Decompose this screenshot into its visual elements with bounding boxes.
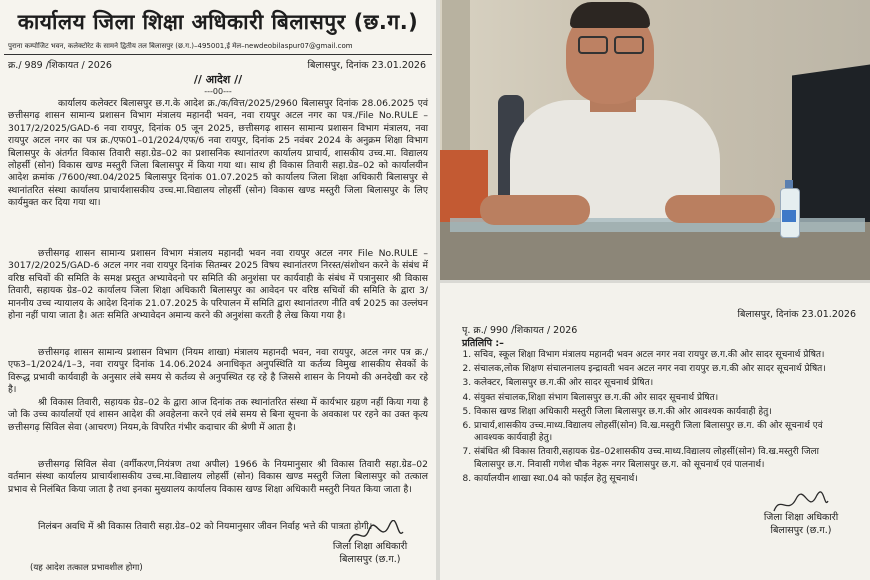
order-paragraph-6: निलंबन अवधि में श्री विकास तिवारी सहा.ग्रेड–02 को नियमानुसार जीवन निर्वाह भत्ते की पात्रता होगी। (38, 521, 373, 532)
photo-arm-right (665, 195, 775, 223)
effective-note: (यह आदेश तत्काल प्रभावशील होगा) (30, 563, 143, 573)
copy-signatory-title: जिला शिक्षा अधिकारी (763, 512, 839, 523)
copy-item: 7. संबंधित श्री विकास तिवारी,सहायक ग्रेड–02शासकीय उच्च.माध्य.विद्यालय लोहर्सी(सोन) वि.ख.मस्तुरी जिला बिलासपुर छ.ग. निवासी गणेश चौक नेहरू नगर बिलासपुर छ.ग. को सूचनार्थ एवं पालनार्थ। (474, 446, 852, 470)
official-photo (440, 0, 870, 280)
order-paragraph-5: छत्तीसगढ़ सिविल सेवा (वर्गीकरण,नियंत्रण तथा अपील) 1966 के नियमानुसार श्री विकास तिवारी सहा.ग्रेड–02 वर्तमान संस्था कार्यालय प्राचार्यशासकीय उच्च.मा.विद्यालय लोहर्सी (सोन) विकास खण्ड मस्तुरी जिला बिलासपुर को तत्काल प्रभाव से निलंबित किया जाता है तथा इनका मुख्यालय कार्यालय विकास खण्ड शिक्षा अधिकारी मस्तुरी नियत किया जाता है। (8, 459, 428, 495)
order-separator: ---00--- (204, 87, 232, 96)
photo-hair (570, 2, 650, 28)
copy-reference-number: पृ. क्र./ 990 /शिकायत / 2026 (462, 325, 578, 336)
order-paragraph-2: छत्तीसगढ़ शासन सामान्य प्रशासन विभाग मंत्रालय महानदी भवन नवा रायपुर अटल नगर File No.RULE – 3017/2/2025/GAD-6 अटल नगर नवा रायपुर दिनांक सितम्बर 2025 विषय स्थानांतरण निरस्त/संशोधन करने के संबंध में वरिष्ठ सचिवों की समिति के समक्ष प्रस्तुत अभ्यावेदनो पर समिति की अनुशंसा पर कार्यवाही के संबंध में पत्रानुसार श्री विकास तिवारी, सहायक ग्रेड–02 कार्यालय जिला शिक्षा अधिकारी बिलासपुर का आवेदन पर वरिष्ठ सचिवों की समिति के द्वारा 3/माननीय उच्च न्यायालय के आदेश दिनांक 21.07.2025 के परिपालन में समिति द्वारा स्थानांतरण नीति वर्ष 2025 का उल्लंघन होना नहीं पाया जाता है। अतः समिति अभ्यावेदन अमान्य करने की अनुशंसा करती है लेख किया गया है। (8, 248, 428, 322)
copy-item: 8. कार्यालयीन शाखा स्था.04 को फाईल हेतु सूचनार्थ। (474, 473, 852, 485)
place-date: बिलासपुर, दिनांक 23.01.2026 (307, 60, 426, 71)
order-paragraph-1: कार्यालय कलेक्टर बिलासपुर छ.ग.के आदेश क्र./क/वित्त/2025/2960 बिलासपुर दिनांक 28.06.2025 एवं छत्तीसगढ़ शासन सामान्य प्रशासन विभाग मंत्रालय महानदी भवन, नवा रायपुर अटल नगर का पत्र./File No.RULE – 3017/2/2025/GAD-6 नवा रायपुर, दिनांक 05 जून 2025, छत्तीसगढ़ शासन सामान्य प्रशासन विभाग मंत्रालय, नवा रायपुर अटल नगर का पत्र क्र./एफ01–01/2024/एफ/6 नवा रायपुर, दिनांक 25 नवंबर 2024 के अनुक्रम शिक्षा विभाग बिलासपुर के अंतर्गत विकास तिवारी सहा.ग्रेड–02 का प्रशासनिक स्थानांतरण कार्यालय प्राचार्य, शासकीय उच्च.मा. विद्यालय लोहर्सी (सोन) विकास खण्ड मस्तुरी जिला बिलासपुर में किया गया था। साथ ही विकास तिवारी सहा.ग्रेड–02 को कार्यालयीन आदेश क्रमांक /7600/स्था.04/2025 बिलासपुर दिनांक 01.07.2025 को कार्यालय जिला शिक्षा अधिकारी बिलासपुर से स्थानांतरित संस्था कार्यालय प्राचार्यशासकीय उच्च.मा.विद्यालय लोहर्सी (सोन) विकास खण्ड मस्तुरी जिला बिलासपुर के लिए कार्यमुक्त कर दिया गया था। (8, 98, 428, 209)
copy-list (454, 349, 852, 487)
copy-place-date: बिलासपुर, दिनांक 23.01.2026 (737, 309, 856, 320)
copy-item: 2. संचालक,लोक शिक्षण संचालनालय इन्द्रावती भवन अटल नगर नवा रायपुर छ.ग.की ओर सादर सूचनार्थ प्रेषित। (474, 363, 852, 375)
header-divider (4, 54, 432, 55)
copy-item: 4. संयुक्त संचालक,शिक्षा संभाग बिलासपुर छ.ग.की ओर सादर सूचनार्थ प्रेषित। (474, 392, 852, 404)
photo-bottle-label (782, 210, 796, 222)
photo-glasses-left (578, 36, 608, 54)
order-heading: // आदेश // (193, 73, 243, 86)
copy-signatory-place: बिलासपुर (छ.ग.) (770, 525, 832, 536)
photo-arm-left (480, 195, 590, 225)
photo-glasses-right (614, 36, 644, 54)
copy-signature-block (736, 511, 866, 537)
photo-monitor (792, 65, 870, 244)
copy-item: 3. कलेक्टर, बिलासपुर छ.ग.की ओर सादर सूचनार्थ प्रेषित। (474, 377, 852, 389)
copy-heading: प्रतिलिपि :– (462, 338, 504, 349)
office-title: कार्यालय जिला शिक्षा अधिकारी बिलासपुर (छ.ग.) (17, 10, 419, 34)
office-address: पुराना कम्पोजिट भवन, कलेक्टोरेट के सामने द्वितीय तल बिलासपुर (छ.ग.)–495001,ई मेल–newdeobilaspur07@gmail.com (8, 42, 353, 50)
order-paragraph-4: श्री विकास तिवारी, सहायक ग्रेड–02 के द्वारा आज दिनांक तक स्थानांतरित संस्था में कार्यभार ग्रहण नहीं किया गया है जो कि उच्च कार्यालयों एवं शासन आदेश की अवहेलना करने एवं लंबे समय से बिना सूचना के अवकाश पर रहने का उक्त कृत्य छत्तीसगढ़ सिविल सेवा (आचरण) नियम,के विपरित गंभीर कदाचार की श्रेणी में आता है। (8, 397, 428, 433)
reference-number: क्र./ 989 /शिकायत / 2026 (8, 60, 112, 71)
copy-item: 1. सचिव, स्कूल शिक्षा विभाग मंत्रालय महानदी भवन अटल नगर नवा रायपुर छ.ग.की ओर सादर सूचनार्थ प्रेषित। (474, 349, 852, 361)
signatory-place: बिलासपुर (छ.ग.) (339, 554, 401, 565)
order-paragraph-3: छत्तीसगढ़ शासन सामान्य प्रशासन विभाग (नियम शाखा) मंत्रालय महानदी भवन, नवा रायपुर, अटल नगर पत्र क्र./एफ3–1/2024/1–3, नवा रायपुर दिनांक 14.06.2024 अनाधिकृत अनुपस्थिति या कर्तव्य विमुख शासकीय सेवकों के विरूद्ध प्रभावी कार्यवाही के अनुसार लंबे समय से कर्तव्य से अनुपस्थित रह रहे है जिससे शासन के नियमो की अनदेखी कर रहे है। (8, 347, 428, 396)
copy-document (440, 283, 870, 580)
copy-item: 6. प्राचार्य,शासकीय उच्च.माध्य.विद्यालय लोहर्सी(सोन) वि.ख.मस्तुरी जिला बिलासपुर छ.ग. की ओर सूचनार्थ एवं आवश्यक कार्यवाही हेतु। (474, 420, 852, 444)
copy-item: 5. विकास खण्ड शिक्षा अधिकारी मस्तुरी जिला बिलासपुर छ.ग.की ओर आवश्यक कार्यवाही हेतु। (474, 406, 852, 418)
signatory-title: जिला शिक्षा अधिकारी (332, 541, 408, 552)
signature-block (310, 540, 430, 566)
